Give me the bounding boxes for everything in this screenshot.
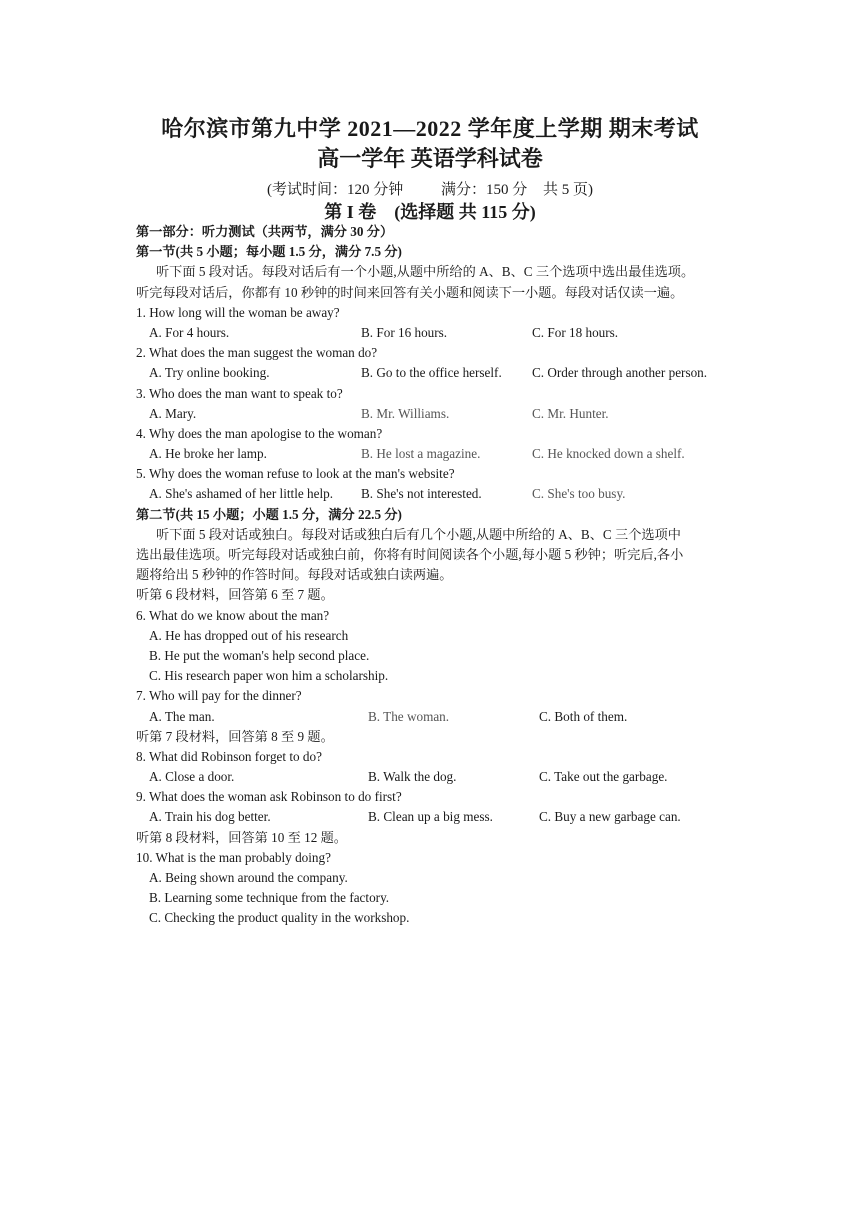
section2-heading: 第二节(共 15 小题；小题 1.5 分，满分 22.5 分) (136, 506, 402, 522)
question-10: 10. What is the man probably doing? (136, 849, 331, 865)
section1-instructions-cont: 听完每段对话后，你都有 10 秒钟的时间来回答有关小题和阅读下一小题。每段对话仅读一遍。 (136, 284, 684, 300)
question-10-option-a: A. Being shown around the company. (149, 870, 348, 885)
option-a: A. Train his dog better. (149, 809, 271, 825)
section1-instructions: 听下面 5 段对话。每段对话后有一个小题,从题中所给的 A、B、C 三个选项中选出最佳选项。 (156, 264, 695, 280)
question-2-options (136, 363, 736, 383)
option-b: B. Clean up a big mess. (368, 809, 493, 825)
question-10-option-b: B. Learning some technique from the factory. (149, 890, 390, 906)
question-3: 3. Who does the man want to speak to? (136, 385, 343, 401)
material-7-note: 听第 7 段材料，回答第 8 至 9 题。 (136, 728, 334, 744)
question-10-option-c: C. Checking the product quality in the workshop. (149, 910, 410, 926)
option-c: C. Take out the garbage. (539, 769, 668, 785)
exam-subtitle: 高一学年 英语学科试卷 (317, 146, 543, 171)
question-3-options (136, 404, 736, 424)
question-4: 4. Why does the man apologise to the woman? (136, 425, 383, 441)
question-9-options (136, 807, 736, 827)
option-c: C. For 18 hours. (532, 324, 619, 340)
option-c: C. Mr. Hunter. (532, 405, 609, 421)
option-a: A. She's ashamed of her little help. (149, 486, 334, 502)
material-6-note: 听第 6 段材料，回答第 6 至 7 题。 (136, 587, 334, 603)
question-8-options (136, 767, 736, 787)
option-c: C. Both of them. (539, 708, 628, 724)
section2-instructions-cont: 选出最佳选项。听完每段对话或独白前，你将有时间阅读各个小题,每小题 5 秒钟；听完后,各小 (136, 547, 684, 562)
option-c: C. Buy a new garbage can. (539, 809, 681, 825)
question-7-options (136, 707, 736, 727)
option-c: C. He knocked down a shelf. (532, 446, 685, 462)
exam-content (136, 222, 736, 929)
option-b: B. Mr. Williams. (361, 405, 450, 421)
section2-instructions: 听下面 5 段对话或独白。每段对话或独白后有几个小题,从题中所给的 A、B、C 三个选项中 (156, 526, 681, 542)
option-b: B. She's not interested. (361, 486, 482, 502)
exam-time: (考试时间：120 分钟 (266, 182, 404, 198)
volume-title: 第 I 卷 (选择题 共 115 分) (324, 202, 536, 222)
option-a: A. Try online booking. (149, 365, 270, 381)
exam-pages: 共 5 页) (543, 182, 593, 198)
question-6-option-b: B. He put the woman's help second place. (149, 647, 370, 663)
option-a: A. For 4 hours. (149, 324, 230, 340)
section1-heading: 第一节(共 5 小题；每小题 1.5 分，满分 7.5 分) (136, 244, 402, 260)
option-b: B. He lost a magazine. (361, 446, 481, 462)
option-a: A. He broke her lamp. (149, 446, 267, 462)
option-b: B. Walk the dog. (368, 769, 457, 785)
question-7: 7. Who will pay for the dinner? (136, 688, 302, 704)
option-b: B. For 16 hours. (361, 324, 448, 340)
option-a: A. Mary. (149, 405, 197, 421)
part1-heading: 第一部分：听力测试（共两节，满分 30 分） (136, 224, 394, 239)
option-a: A. Close a door. (149, 769, 235, 785)
option-c: C. Order through another person. (532, 365, 708, 381)
option-b: B. The woman. (368, 708, 450, 724)
question-5-options (136, 484, 736, 504)
question-8: 8. What did Robinson forget to do? (136, 748, 322, 764)
question-1-options (136, 323, 736, 343)
question-4-options (136, 444, 736, 464)
exam-full-score: 满分：150 分 (440, 182, 528, 198)
option-a: A. The man. (149, 708, 215, 724)
section2-instructions-end: 题将给出 5 秒钟的作答时间。每段对话或独白读两遍。 (136, 567, 453, 583)
material-8-note: 听第 8 段材料，回答第 10 至 12 题。 (136, 829, 347, 845)
option-b: B. Go to the office herself. (361, 365, 502, 381)
exam-title: 哈尔滨市第九中学 2021—2022 学年度上学期 期末考试 (161, 116, 699, 141)
question-6: 6. What do we know about the man? (136, 607, 330, 623)
question-1: 1. How long will the woman be away? (136, 304, 340, 320)
question-9: 9. What does the woman ask Robinson to do first? (136, 789, 402, 805)
exam-meta (0, 178, 860, 199)
option-c: C. She's too busy. (532, 486, 626, 502)
question-6-option-c: C. His research paper won him a scholarship. (149, 668, 389, 684)
question-6-option-a: A. He has dropped out of his research (149, 627, 349, 643)
question-5: 5. Why does the woman refuse to look at the man's website? (136, 466, 455, 482)
question-2: 2. What does the man suggest the woman do? (136, 345, 378, 361)
